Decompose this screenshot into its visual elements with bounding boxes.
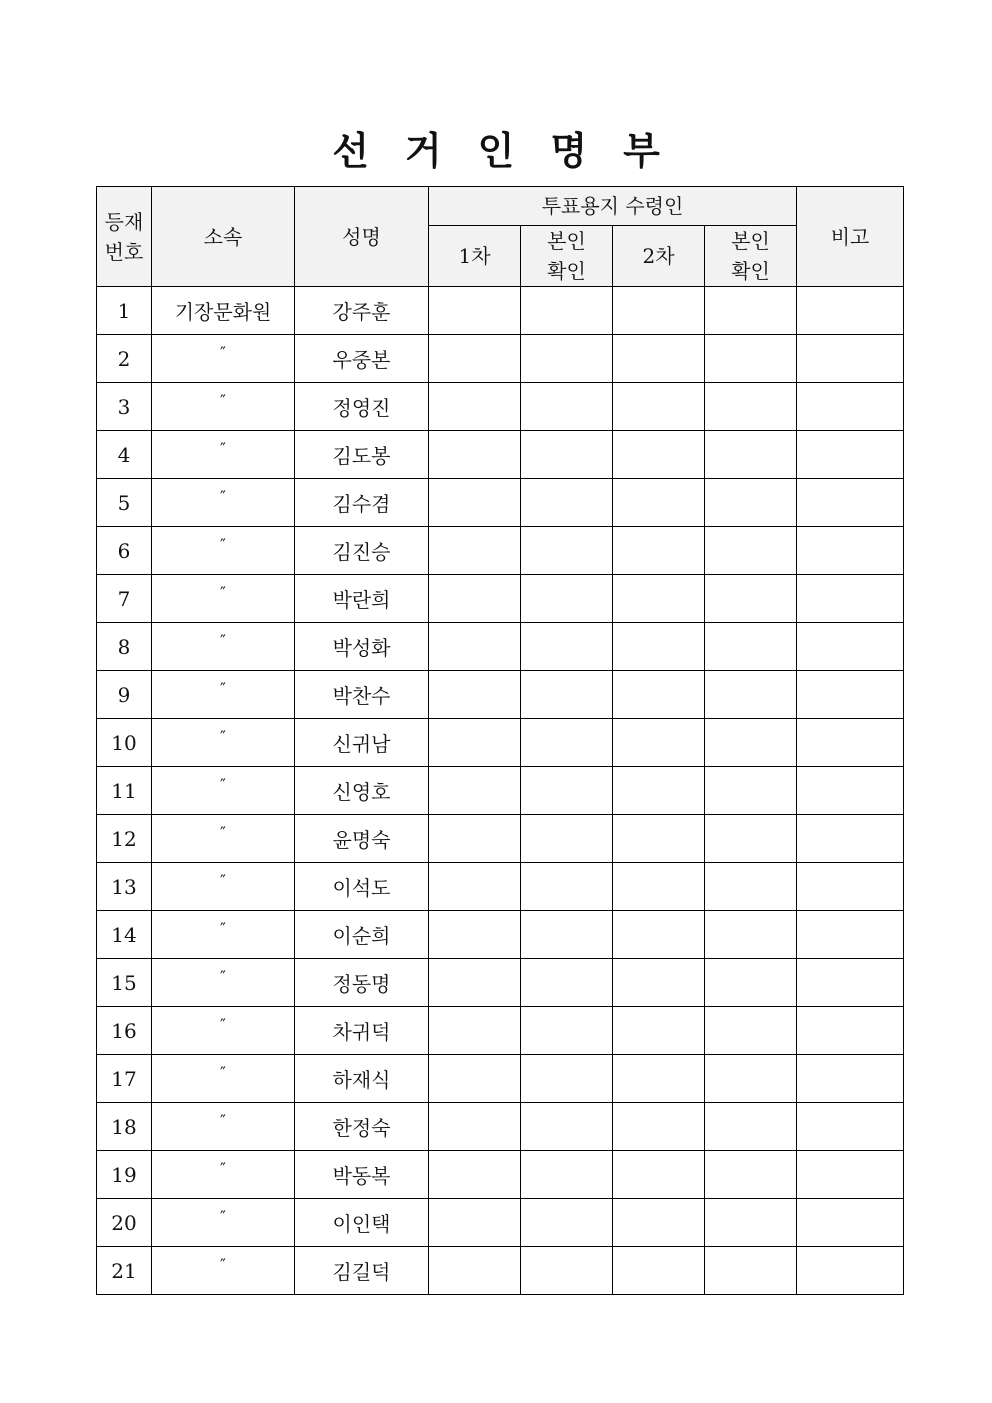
reg-no-cell: 7	[97, 575, 152, 623]
title-char: 인	[477, 129, 515, 173]
table-row	[97, 671, 904, 719]
affiliation-cell	[152, 527, 295, 575]
affiliation-cell	[152, 1007, 295, 1055]
ditto-mark: ″	[220, 1014, 226, 1034]
reg-no-cell: 17	[97, 1055, 152, 1103]
affiliation-cell	[152, 863, 295, 911]
reg-no-cell: 2	[97, 335, 152, 383]
name-cell: 박성화	[295, 623, 429, 671]
round2-cell	[613, 671, 705, 719]
remarks-cell	[797, 1055, 904, 1103]
confirm1-cell	[521, 815, 613, 863]
round2-cell	[613, 1055, 705, 1103]
affiliation-cell	[152, 1055, 295, 1103]
table-row	[97, 1103, 904, 1151]
header-reg-no-line1: 등재	[104, 209, 144, 234]
round1-cell	[429, 1151, 521, 1199]
header-affiliation: 소속	[152, 187, 295, 287]
affiliation-cell	[152, 1247, 295, 1295]
header-remarks: 비고	[797, 187, 904, 287]
round1-cell	[429, 335, 521, 383]
table-row	[97, 1055, 904, 1103]
header-name: 성명	[295, 187, 429, 287]
table-row	[97, 719, 904, 767]
ditto-mark: ″	[220, 582, 226, 602]
round1-cell	[429, 767, 521, 815]
confirm2-cell	[705, 911, 797, 959]
header-reg-no-line2: 번호	[104, 239, 144, 264]
confirm2-cell	[705, 479, 797, 527]
affiliation-cell	[152, 815, 295, 863]
confirm2-cell	[705, 959, 797, 1007]
table-row	[97, 959, 904, 1007]
table-row	[97, 575, 904, 623]
table-row	[97, 431, 904, 479]
name-cell: 정영진	[295, 383, 429, 431]
remarks-cell	[797, 287, 904, 335]
confirm1-cell	[521, 287, 613, 335]
title-char: 선	[332, 129, 369, 173]
confirm2-cell	[705, 863, 797, 911]
ditto-mark: ″	[220, 486, 226, 506]
round2-cell	[613, 1199, 705, 1247]
affiliation-cell	[152, 335, 295, 383]
round1-cell	[429, 287, 521, 335]
round1-cell	[429, 527, 521, 575]
name-cell: 김도봉	[295, 431, 429, 479]
round2-cell	[613, 287, 705, 335]
ditto-mark: ″	[220, 630, 226, 650]
reg-no-cell: 3	[97, 383, 152, 431]
affiliation-cell	[152, 719, 295, 767]
table-row	[97, 863, 904, 911]
affiliation-cell	[152, 671, 295, 719]
confirm2-cell	[705, 1151, 797, 1199]
remarks-cell	[797, 383, 904, 431]
confirm2-cell	[705, 1103, 797, 1151]
round1-cell	[429, 383, 521, 431]
round2-cell	[613, 1151, 705, 1199]
table-row	[97, 815, 904, 863]
name-cell: 신귀남	[295, 719, 429, 767]
header-round2: 2차	[613, 226, 705, 287]
header-confirm2-line2: 확인	[731, 259, 770, 283]
table-body	[97, 287, 904, 1295]
confirm2-cell	[705, 383, 797, 431]
round1-cell	[429, 1103, 521, 1151]
table-row	[97, 335, 904, 383]
ditto-mark: ″	[220, 1158, 226, 1178]
round2-cell	[613, 959, 705, 1007]
name-cell: 정동명	[295, 959, 429, 1007]
round1-cell	[429, 479, 521, 527]
reg-no-cell: 21	[97, 1247, 152, 1295]
remarks-cell	[797, 1199, 904, 1247]
affiliation-cell: 기장문화원	[152, 287, 295, 335]
ditto-mark: ″	[220, 342, 226, 362]
reg-no-cell: 8	[97, 623, 152, 671]
confirm1-cell	[521, 1199, 613, 1247]
confirm1-cell	[521, 575, 613, 623]
round1-cell	[429, 719, 521, 767]
header-ballot-recipient: 투표용지 수령인	[429, 187, 797, 226]
reg-no-cell: 19	[97, 1151, 152, 1199]
ditto-mark: ″	[220, 774, 226, 794]
remarks-cell	[797, 1247, 904, 1295]
round2-cell	[613, 1247, 705, 1295]
round2-cell	[613, 1103, 705, 1151]
ditto-mark: ″	[220, 966, 226, 986]
name-cell: 윤명숙	[295, 815, 429, 863]
affiliation-cell	[152, 1103, 295, 1151]
round1-cell	[429, 671, 521, 719]
round1-cell	[429, 863, 521, 911]
remarks-cell	[797, 527, 904, 575]
remarks-cell	[797, 1151, 904, 1199]
remarks-cell	[797, 671, 904, 719]
confirm2-cell	[705, 335, 797, 383]
round2-cell	[613, 719, 705, 767]
table-row	[97, 527, 904, 575]
name-cell: 강주훈	[295, 287, 429, 335]
confirm2-cell	[705, 1055, 797, 1103]
reg-no-cell: 12	[97, 815, 152, 863]
header-confirm1	[521, 226, 613, 287]
reg-no-cell: 16	[97, 1007, 152, 1055]
confirm2-cell	[705, 527, 797, 575]
confirm1-cell	[521, 1007, 613, 1055]
affiliation-cell	[152, 575, 295, 623]
confirm1-cell	[521, 623, 613, 671]
remarks-cell	[797, 767, 904, 815]
reg-no-cell: 5	[97, 479, 152, 527]
name-cell: 신영호	[295, 767, 429, 815]
affiliation-cell	[152, 1151, 295, 1199]
round2-cell	[613, 335, 705, 383]
ditto-mark: ″	[220, 678, 226, 698]
header-confirm2	[705, 226, 797, 287]
voter-roster-table	[96, 186, 904, 1295]
reg-no-cell: 9	[97, 671, 152, 719]
table-row	[97, 911, 904, 959]
remarks-cell	[797, 863, 904, 911]
table-row	[97, 1007, 904, 1055]
confirm2-cell	[705, 767, 797, 815]
affiliation-cell	[152, 1199, 295, 1247]
name-cell: 박동복	[295, 1151, 429, 1199]
remarks-cell	[797, 815, 904, 863]
remarks-cell	[797, 431, 904, 479]
confirm1-cell	[521, 1103, 613, 1151]
confirm1-cell	[521, 1055, 613, 1103]
affiliation-cell	[152, 767, 295, 815]
round2-cell	[613, 623, 705, 671]
ditto-mark: ″	[220, 1254, 226, 1274]
reg-no-cell: 13	[97, 863, 152, 911]
affiliation-cell	[152, 383, 295, 431]
ditto-mark: ″	[220, 534, 226, 554]
confirm2-cell	[705, 1199, 797, 1247]
round2-cell	[613, 479, 705, 527]
confirm1-cell	[521, 479, 613, 527]
remarks-cell	[797, 479, 904, 527]
name-cell: 이석도	[295, 863, 429, 911]
ditto-mark: ″	[220, 918, 226, 938]
affiliation-cell	[152, 623, 295, 671]
reg-no-cell: 6	[97, 527, 152, 575]
affiliation-cell	[152, 911, 295, 959]
remarks-cell	[797, 1007, 904, 1055]
reg-no-cell: 20	[97, 1199, 152, 1247]
table-row	[97, 767, 904, 815]
ditto-mark: ″	[220, 870, 226, 890]
reg-no-cell: 18	[97, 1103, 152, 1151]
header-confirm1-line1: 본인	[547, 229, 586, 253]
round1-cell	[429, 1055, 521, 1103]
confirm1-cell	[521, 431, 613, 479]
round2-cell	[613, 431, 705, 479]
remarks-cell	[797, 335, 904, 383]
table-row	[97, 1247, 904, 1295]
confirm1-cell	[521, 767, 613, 815]
confirm1-cell	[521, 863, 613, 911]
confirm2-cell	[705, 287, 797, 335]
ditto-mark: ″	[220, 1206, 226, 1226]
ditto-mark: ″	[220, 390, 226, 410]
table-row	[97, 1151, 904, 1199]
name-cell: 김수겸	[295, 479, 429, 527]
name-cell: 박란희	[295, 575, 429, 623]
reg-no-cell: 1	[97, 287, 152, 335]
confirm1-cell	[521, 1151, 613, 1199]
ditto-mark: ″	[220, 1110, 226, 1130]
table-row	[97, 383, 904, 431]
name-cell: 우중본	[295, 335, 429, 383]
round1-cell	[429, 1199, 521, 1247]
page-title	[0, 126, 992, 176]
round1-cell	[429, 623, 521, 671]
round2-cell	[613, 527, 705, 575]
reg-no-cell: 10	[97, 719, 152, 767]
ditto-mark: ″	[220, 438, 226, 458]
confirm2-cell	[705, 431, 797, 479]
name-cell: 김길덕	[295, 1247, 429, 1295]
confirm1-cell	[521, 335, 613, 383]
table-header	[97, 187, 904, 287]
header-round1: 1차	[429, 226, 521, 287]
confirm1-cell	[521, 383, 613, 431]
remarks-cell	[797, 911, 904, 959]
table-row	[97, 287, 904, 335]
round2-cell	[613, 815, 705, 863]
title-char: 명	[550, 129, 588, 173]
round2-cell	[613, 1007, 705, 1055]
reg-no-cell: 4	[97, 431, 152, 479]
remarks-cell	[797, 719, 904, 767]
confirm2-cell	[705, 719, 797, 767]
name-cell: 이인택	[295, 1199, 429, 1247]
table-row	[97, 479, 904, 527]
reg-no-cell: 11	[97, 767, 152, 815]
name-cell: 김진승	[295, 527, 429, 575]
confirm2-cell	[705, 815, 797, 863]
confirm2-cell	[705, 575, 797, 623]
name-cell: 하재식	[295, 1055, 429, 1103]
confirm1-cell	[521, 527, 613, 575]
confirm2-cell	[705, 671, 797, 719]
round2-cell	[613, 863, 705, 911]
round2-cell	[613, 767, 705, 815]
round2-cell	[613, 383, 705, 431]
ditto-mark: ″	[220, 726, 226, 746]
confirm1-cell	[521, 959, 613, 1007]
affiliation-cell	[152, 479, 295, 527]
round1-cell	[429, 911, 521, 959]
round1-cell	[429, 1247, 521, 1295]
title-char: 부	[623, 129, 660, 173]
confirm2-cell	[705, 1007, 797, 1055]
round1-cell	[429, 959, 521, 1007]
reg-no-cell: 14	[97, 911, 152, 959]
remarks-cell	[797, 1103, 904, 1151]
title-char: 거	[404, 129, 442, 173]
affiliation-cell	[152, 959, 295, 1007]
header-confirm2-line1: 본인	[731, 229, 770, 253]
table-row	[97, 1199, 904, 1247]
ditto-mark: ″	[220, 822, 226, 842]
round1-cell	[429, 575, 521, 623]
confirm1-cell	[521, 671, 613, 719]
round1-cell	[429, 431, 521, 479]
name-cell: 차귀덕	[295, 1007, 429, 1055]
name-cell: 한정숙	[295, 1103, 429, 1151]
confirm1-cell	[521, 719, 613, 767]
remarks-cell	[797, 959, 904, 1007]
confirm2-cell	[705, 623, 797, 671]
confirm2-cell	[705, 1247, 797, 1295]
confirm1-cell	[521, 911, 613, 959]
name-cell: 박찬수	[295, 671, 429, 719]
affiliation-cell	[152, 431, 295, 479]
header-confirm1-line2: 확인	[547, 259, 586, 283]
reg-no-cell: 15	[97, 959, 152, 1007]
round1-cell	[429, 1007, 521, 1055]
remarks-cell	[797, 623, 904, 671]
round2-cell	[613, 575, 705, 623]
remarks-cell	[797, 575, 904, 623]
round1-cell	[429, 815, 521, 863]
round2-cell	[613, 911, 705, 959]
confirm1-cell	[521, 1247, 613, 1295]
name-cell: 이순희	[295, 911, 429, 959]
ditto-mark: ″	[220, 1062, 226, 1082]
table-row	[97, 623, 904, 671]
header-reg-no	[97, 187, 152, 287]
